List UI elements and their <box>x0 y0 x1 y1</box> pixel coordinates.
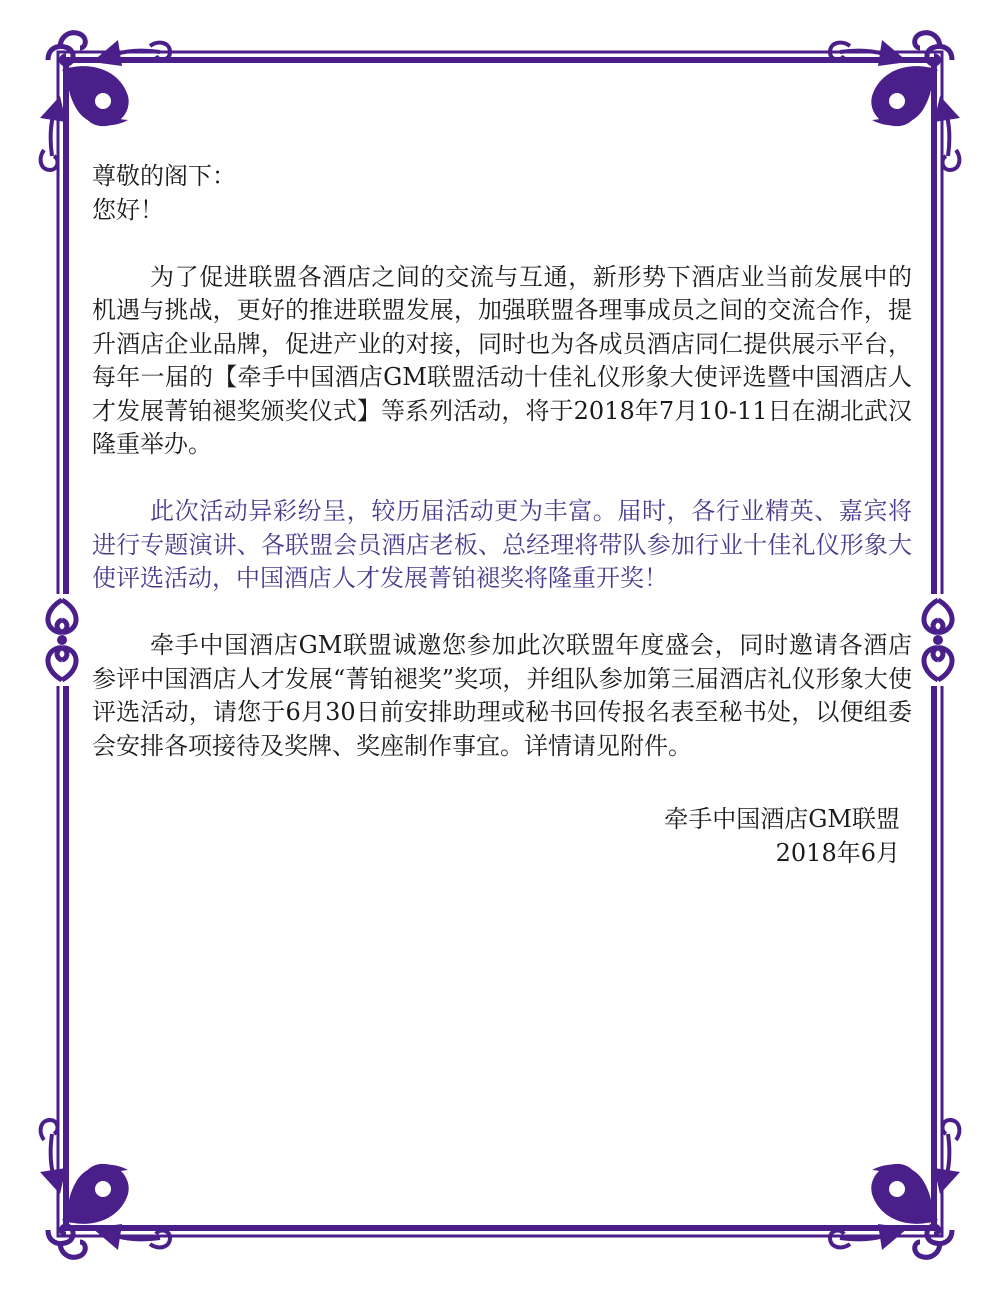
greeting: 您好！ <box>92 195 164 224</box>
signature-block <box>92 803 912 870</box>
sender-name: 牵手中国酒店GM联盟 <box>664 805 900 833</box>
salutation: 尊敬的阁下： <box>92 162 236 190</box>
side-ornament-left-icon <box>48 594 76 686</box>
letter-date: 2018年6月 <box>775 838 900 867</box>
letter-body <box>92 160 912 870</box>
paragraph-invitation: 牵手中国酒店GM联盟诚邀您参加此次联盟年度盛会，同时邀请各酒店参评中国酒店人才发展“菁铂褪奖”奖项，并组队参加第三届酒店礼仪形象大使评选活动，请您于6月30日前安排助理或秘书回传报名表至秘书处，以便组委会安排各项接待及奖牌、奖座制作事宜。详情请见附件。 <box>92 631 912 760</box>
spacer <box>92 462 912 496</box>
spacer <box>92 227 912 261</box>
spacer <box>92 596 912 630</box>
paragraph-event-intro: 为了促进联盟各酒店之间的交流与互通，新形势下酒店业当前发展中的机遇与挑战，更好的推进联盟发展，加强联盟各理事成员之间的交流合作，提升酒店企业品牌，促进产业的对接，同时也为各成员酒店同仁提供展示平台，每年一届的【牵手中国酒店GM联盟活动十佳礼仪形象大使评选暨中国酒店人才发展菁铂褪奖颁奖仪式】等系列活动，将于2018年7月10-11日在湖北武汉隆重举办。 <box>92 262 912 458</box>
side-ornament-right-icon <box>924 594 952 686</box>
paragraph-event-highlights: 此次活动异彩纷呈，较历届活动更为丰富。届时，各行业精英、嘉宾将进行专题演讲、各联盟会员酒店老板、总经理将带队参加行业十佳礼仪形象大使评选活动，中国酒店人才发展菁铂褪奖将隆重开奖！ <box>92 497 912 592</box>
